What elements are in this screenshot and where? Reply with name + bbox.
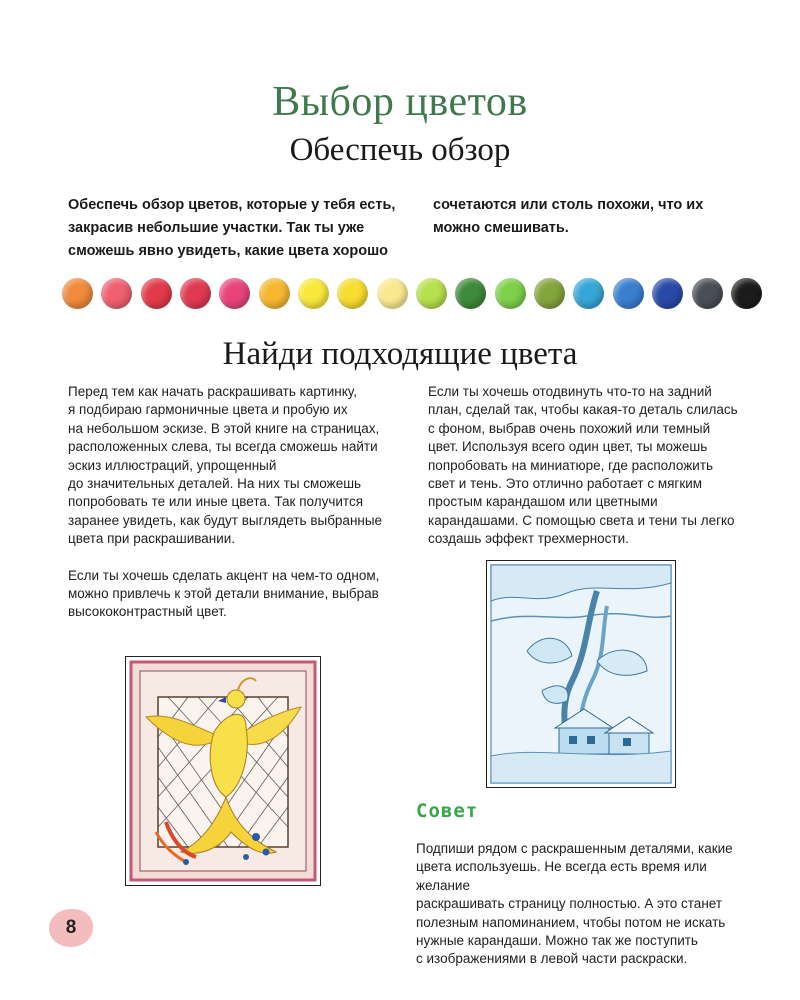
color-swatch-15: [613, 278, 644, 309]
color-swatch-6: [259, 278, 290, 309]
color-swatch-4: [180, 278, 211, 309]
color-swatch-9: [377, 278, 408, 309]
left-paragraph-2: Если ты хочешь сделать акцент на чем-то одном, можно привлечь к этой детали внимание, выбрав высококонтрастный цвет.: [68, 567, 380, 620]
color-swatch-5: [219, 278, 250, 309]
color-swatch-17: [692, 278, 723, 309]
color-swatch-7: [298, 278, 329, 309]
color-swatch-10: [416, 278, 447, 309]
tip-title: Совет: [416, 800, 479, 822]
winter-house-illustration: [486, 560, 676, 788]
page-number: 8: [65, 917, 77, 938]
color-swatch-3: [141, 278, 172, 309]
left-column: [68, 383, 403, 622]
color-swatch-14: [573, 278, 604, 309]
color-swatch-18: [731, 278, 762, 309]
phoenix-illustration: [125, 656, 321, 886]
color-swatch-1: [62, 278, 93, 309]
color-swatch-16: [652, 278, 683, 309]
color-swatch-row: [62, 276, 762, 310]
page-subtitle: Обеспечь обзор: [289, 132, 511, 168]
color-swatch-13: [534, 278, 565, 309]
page-title: Выбор цветов: [272, 79, 528, 125]
color-swatch-8: [337, 278, 368, 309]
section-heading: Найди подходящие цвета: [222, 336, 578, 372]
right-paragraph-1: Если ты хочешь отодвинуть что-то на задний план, сделай так, чтобы какая-то деталь слилась с фоном, выбрав очень похожий или темный цвет. Используя всего один цвет, ты можешь попробовать на миниатюре, где расположить свет и тень. Это отлично работает с мягким простым карандашом или цветными карандашами. С помощью света и тени ты легко создашь эффект трехмерности.: [428, 384, 738, 547]
right-column: [428, 383, 758, 549]
color-swatch-11: [455, 278, 486, 309]
intro-text-right: сочетаются или столь похожи, что их можно смешивать.: [433, 197, 704, 236]
page-number-badge: [49, 909, 93, 947]
winter-house-drawing: [487, 561, 675, 787]
color-swatch-12: [495, 278, 526, 309]
tip-paragraph: Подпиши рядом с раскрашенным деталями, какие цвета используешь. Не всегда есть время или желание раскрашивать страницу полностью. А это станет полезным напоминанием, чтобы потом не искать нужные карандаши. Можно так же поступить с изображениями в левой части раскраски.: [416, 841, 733, 967]
color-swatch-2: [101, 278, 132, 309]
intro-text-left: Обеспечь обзор цветов, которые у тебя есть, закрасив небольшие участки. Так ты уже сможешь явно увидеть, какие цвета хорошо: [68, 197, 396, 259]
left-paragraph-1: Перед тем как начать раскрашивать картинку, я подбираю гармоничные цвета и пробую их на небольшом эскизе. В этой книге на страницах, расположенных слева, ты всегда сможешь найти эскиз иллюстраций, упрощенный до значительных деталей. На них ты сможешь попробовать те или иные цвета. Так получится заранее увидеть, как будут выглядеть выбранные цвета при раскрашивании.: [68, 384, 383, 547]
tip-text: [416, 840, 761, 969]
phoenix-drawing: [126, 657, 320, 885]
